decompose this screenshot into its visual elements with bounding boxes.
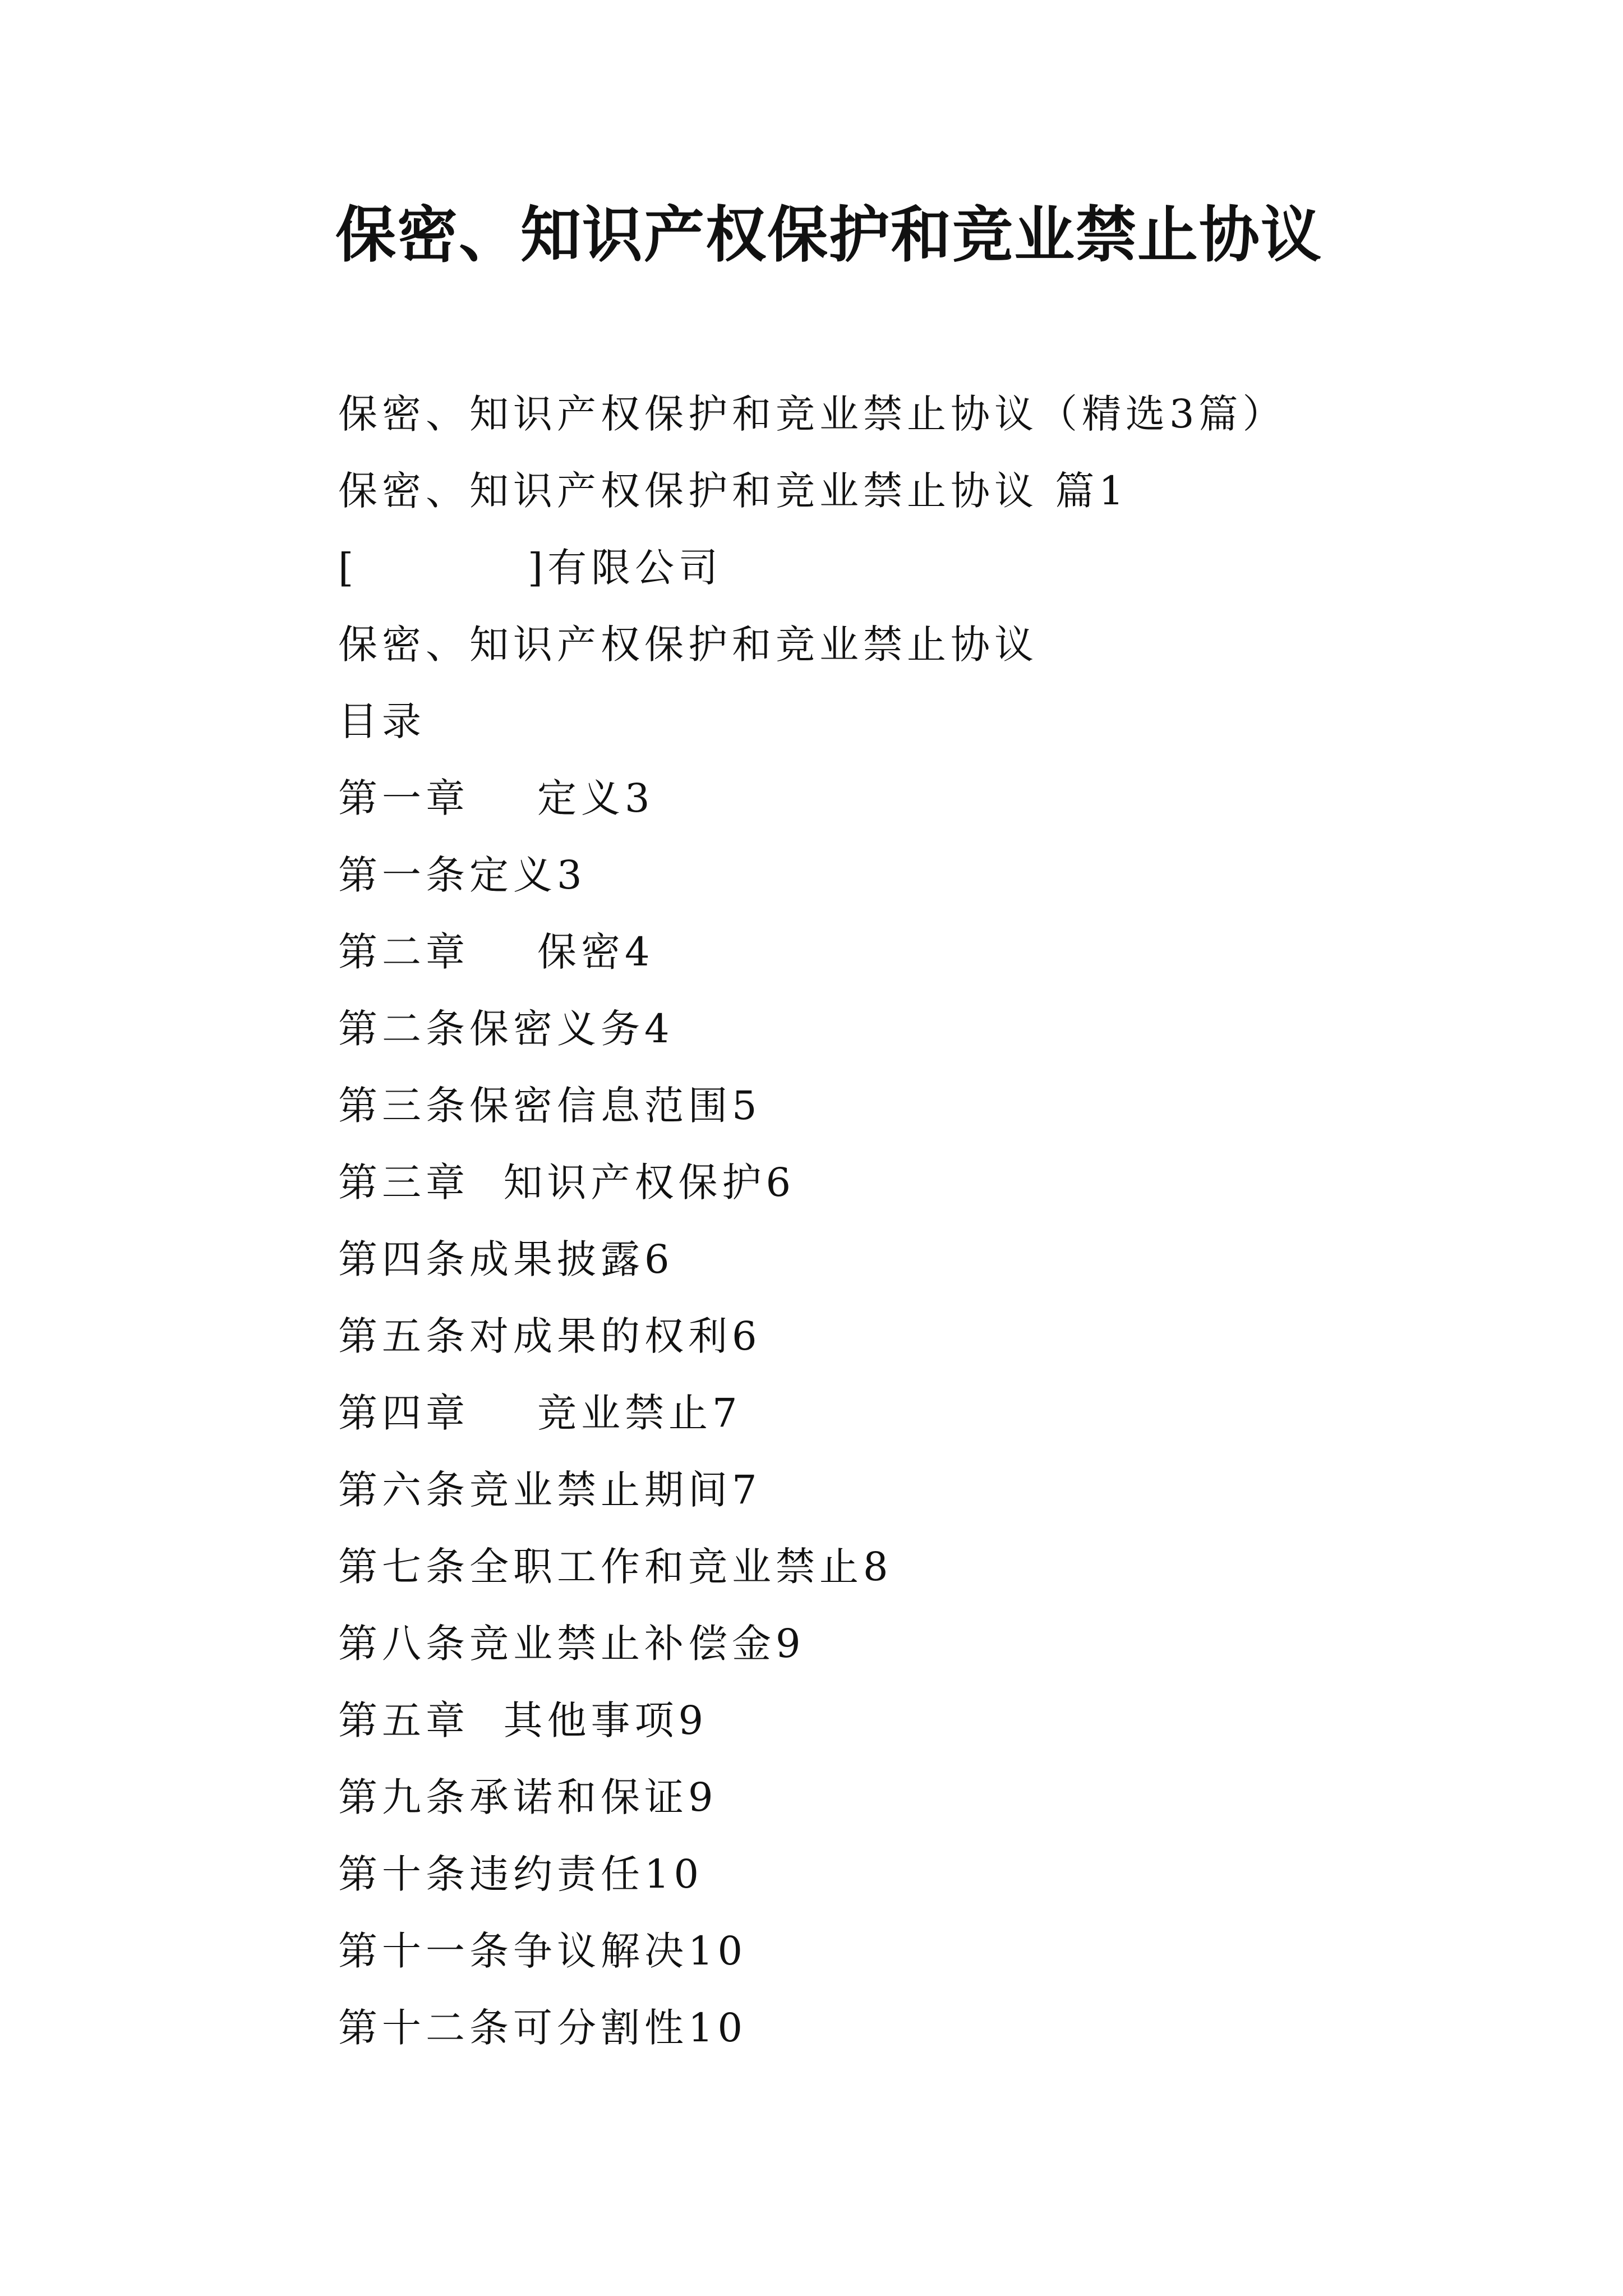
toc-entry: 第十一条争议解决10	[338, 1928, 748, 1974]
toc-entry: 第四章 竞业禁止7	[338, 1390, 742, 1436]
toc-entry: 第一章 定义3	[338, 775, 654, 821]
document-title: 保密、知识产权保护和竞业禁止协议	[335, 200, 1323, 270]
toc-entry: 第十条违约责任10	[338, 1851, 704, 1897]
subtitle-line: 保密、知识产权保护和竞业禁止协议（精选3篇）	[338, 391, 1287, 437]
toc-heading: 目录	[338, 698, 426, 744]
toc-entry: 第二条保密义务4	[338, 1006, 674, 1052]
toc-entry: 第五条对成果的权利6	[338, 1313, 762, 1359]
toc-entry: 第七条全职工作和竞业禁止8	[338, 1544, 893, 1590]
agreement-name-line: 保密、知识产权保护和竞业禁止协议	[338, 622, 1038, 668]
section-heading: 保密、知识产权保护和竞业禁止协议 篇1	[338, 468, 1128, 514]
toc-entry: 第六条竞业禁止期间7	[338, 1467, 762, 1513]
toc-entry: 第九条承诺和保证9	[338, 1774, 718, 1820]
toc-entry: 第五章 其他事项9	[338, 1697, 708, 1743]
company-name-line: [ ]有限公司	[338, 545, 723, 591]
toc-entry: 第二章 保密4	[338, 929, 654, 975]
toc-entry: 第三章 知识产权保护6	[338, 1159, 796, 1205]
toc-entry: 第三条保密信息范围5	[338, 1083, 762, 1129]
toc-entry: 第四条成果披露6	[338, 1236, 674, 1282]
toc-entry: 第八条竞业禁止补偿金9	[338, 1621, 805, 1667]
toc-entry: 第一条定义3	[338, 852, 587, 898]
document-body	[338, 376, 1287, 2067]
toc-entry: 第十二条可分割性10	[338, 2005, 748, 2051]
